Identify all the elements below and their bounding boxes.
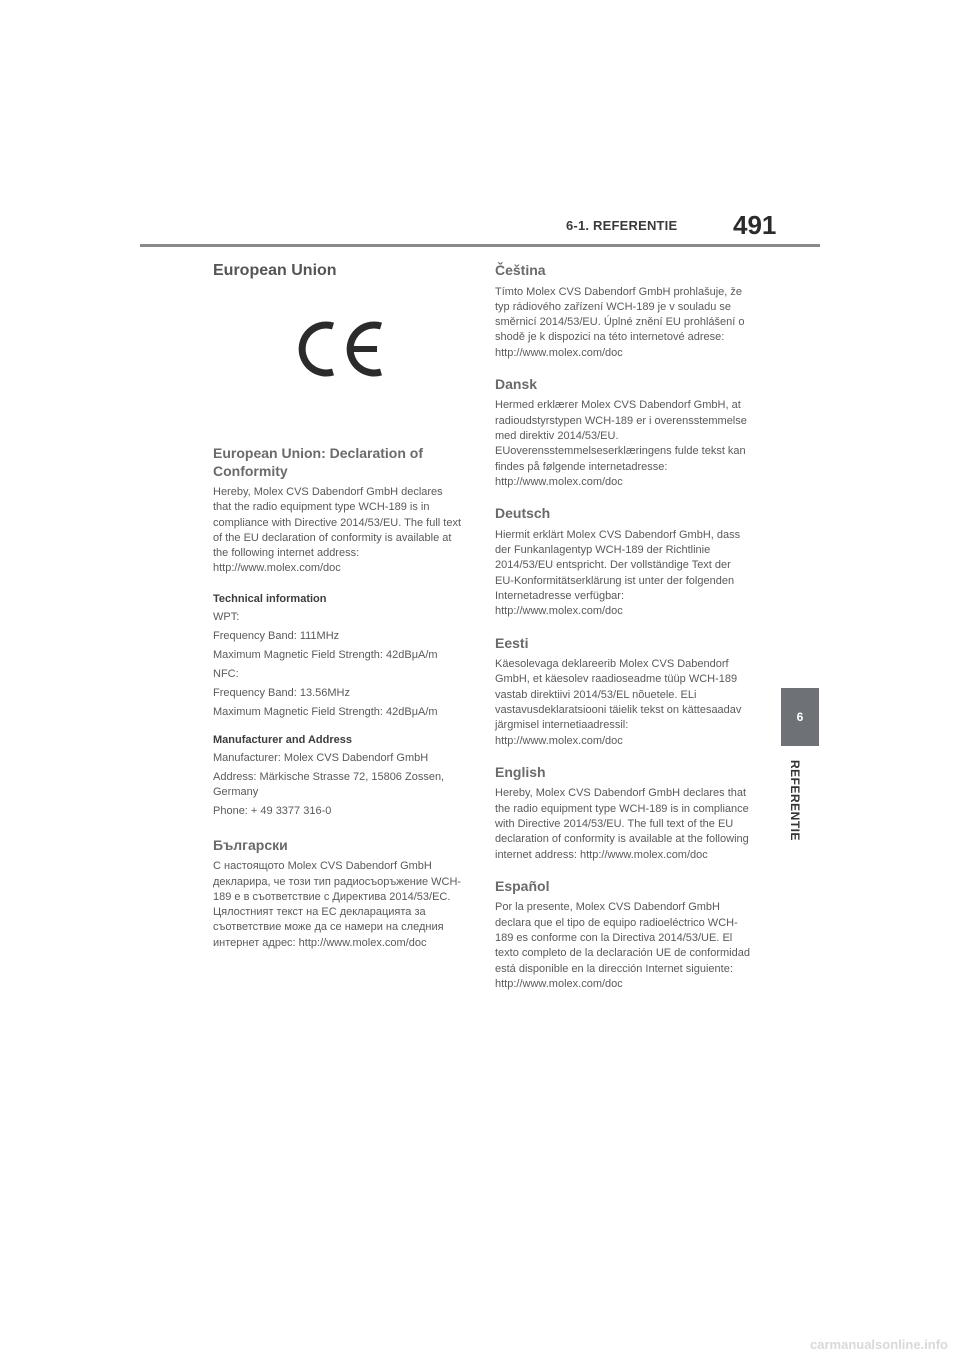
bulgarian-heading: Български [213,836,288,853]
tech-line: Frequency Band: 13.56MHz [213,686,350,699]
right-column [495,262,750,1007]
language-text: Hermed erklærer Molex CVS Dabendorf GmbH, at radioudstyrstypen WCH-189 er i overensstemmelse med direktiv 2014/53/EU. EUoverensstemmelseserklæringens fulde tekst kan findes på følgende internetadresse: http://www.molex.com/doc [495,399,747,488]
page-title: European Union [213,262,337,279]
page-number: 491 [733,210,777,240]
language-heading: Čeština [495,262,546,278]
chapter-tab[interactable]: 6 [781,688,819,746]
left-column [213,262,463,967]
tech-line: NFC: [213,667,239,680]
language-text: Hereby, Molex CVS Dabendorf GmbH declares that the radio equipment type WCH-189 is in compliance with Directive 2014/53/EU. The full text of the EU declaration of conformity is available at the following internet address: http://www.molex.com/doc [495,787,749,861]
manufacturer-heading: Manufacturer and Address [213,733,352,746]
section-title: 6-1. REFERENTIE [566,218,678,233]
tech-info-heading: Technical information [213,592,327,605]
language-heading: Dansk [495,375,538,392]
language-text: Käesolevaga deklareerib Molex CVS Dabendorf GmbH, et käesolev raadioseadme tüüp WCH-189 vastab direktiivi 2014/53/EL nõuetele. ELi vastavusdeklaratsiooni täielik tekst on kättesaadav järgmisel internetiaadressil: http://www.molex.com/doc [495,658,742,747]
manufacturer-line: Address: Märkische Strasse 72, 15806 Zossen, Germany [213,770,445,798]
chapter-label: REFERENTIE [788,760,802,842]
language-heading: Deutsch [495,505,551,522]
header-divider [140,244,820,247]
language-heading: Eesti [495,634,529,651]
language-heading: English [495,763,546,780]
tech-line: WPT: [213,610,240,623]
declaration-text: Hereby, Molex CVS Dabendorf GmbH declares that the radio equipment type WCH-189 is in compliance with Directive 2014/53/EU. The full text of the EU declaration of conformity is available at the following internet address: http://www.molex.com/doc [213,486,462,575]
bulgarian-text: С настоящото Molex CVS Dabendorf GmbH декларира, че този тип радиосъоръжение WCH-189 е в съответствие с Директива 2014/53/ЕС. Цялостният текст на ЕС декларацията за съответствие може да се намери на следния интернет адрес: http://www.molex.com/doc [213,860,462,949]
manufacturer-line: Phone: + 49 3377 316-0 [213,804,332,817]
watermark: carmanualsonline.info [810,1337,948,1352]
declaration-heading: European Union: Declaration of Conformity [213,445,424,479]
tech-line: Maximum Magnetic Field Strength: 42dBμA/m [213,648,438,661]
ce-mark-icon [295,318,387,380]
language-heading: Español [495,877,550,894]
manufacturer-line: Manufacturer: Molex CVS Dabendorf GmbH [213,751,429,764]
language-text: Por la presente, Molex CVS Dabendorf GmbH declara que el tipo de equipo radioeléctrico WCH-189 es conforme con la Directiva 2014/53/UE. El texto completo de la declaración UE de conformidad está disponible en la dirección Internet siguiente: http://www.molex.com/doc [495,901,750,990]
tech-line: Frequency Band: 111MHz [213,629,340,642]
language-text: Tímto Molex CVS Dabendorf GmbH prohlašuje, že typ rádiového zařízení WCH-189 je v souladu se směrnicí 2014/53/EU. Úplné znění EU prohlášení o shodě je k dispozici na této internetové adrese: http://www.molex.com/doc [495,285,745,359]
tech-line: Maximum Magnetic Field Strength: 42dBμA/m [213,705,438,718]
language-text: Hiermit erklärt Molex CVS Dabendorf GmbH, dass der Funkanlagentyp WCH-189 der Richtlinie 2014/53/EU entspricht. Der vollständige Text der EU-Konformitätserklärung ist unter der folgenden Internetadresse verfügbar: http://www.molex.com/doc [495,528,741,618]
